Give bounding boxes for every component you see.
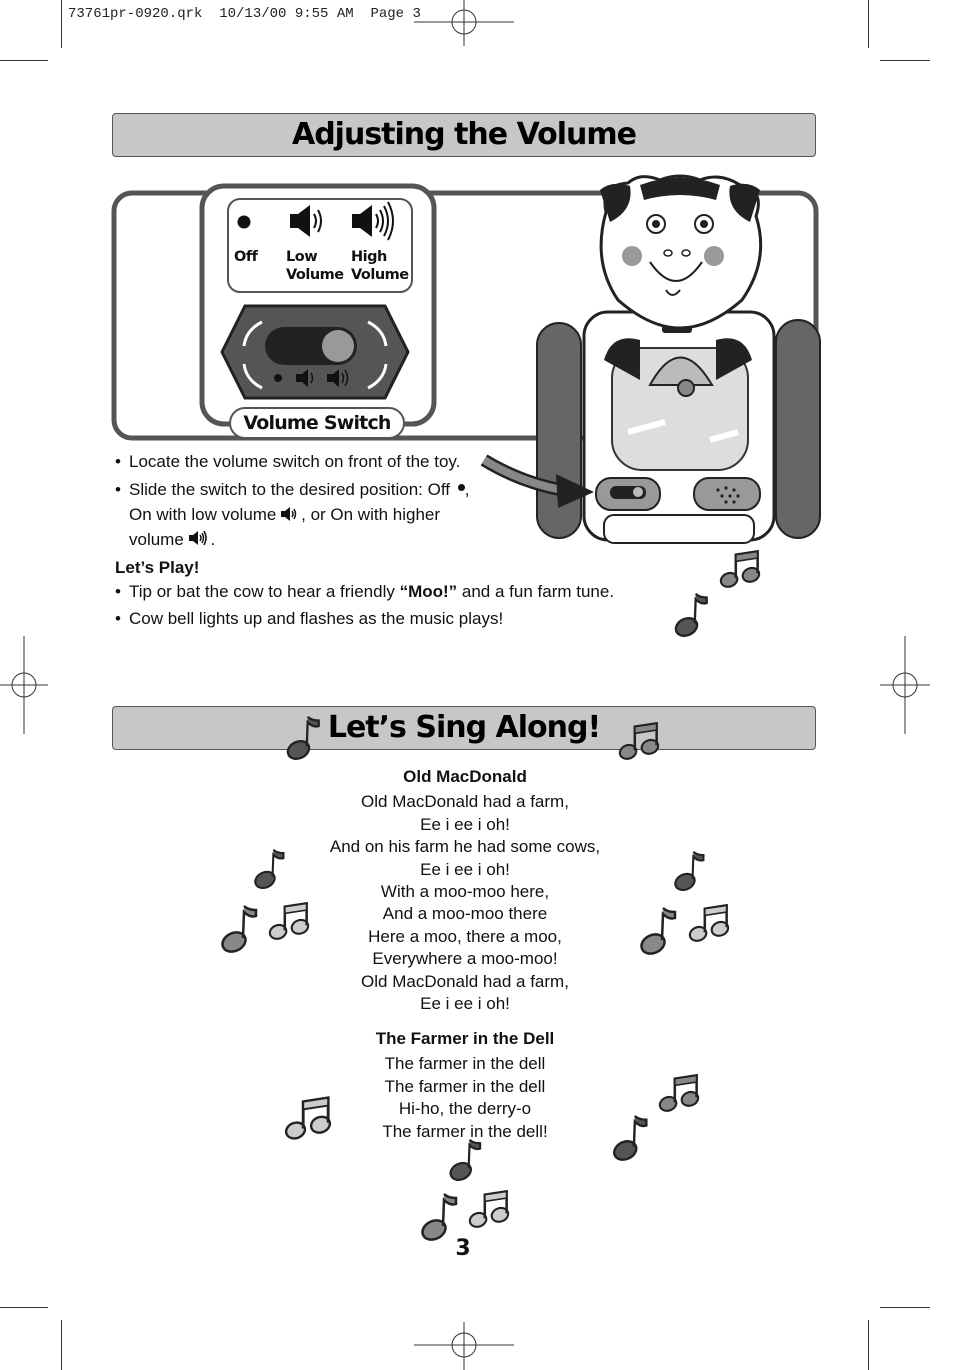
play-item [115,580,675,604]
volume-switch [222,306,408,398]
music-note-icon [717,548,763,590]
music-note-icon [656,1072,702,1114]
label-off: Off [234,249,258,265]
song-line: And on his farm he had some cows, [329,837,601,857]
off-dot-icon [238,216,251,229]
music-note-icon [466,1188,512,1230]
moo-text: “Moo!” [399,582,458,601]
song-line: The farmer in the dell [384,1054,546,1074]
high-volume-icon [189,530,211,546]
lets-play-title: Let’s Play! [115,558,200,577]
label-high-line2: Volume [351,267,409,283]
instruction-text: , or On with higher [301,505,441,524]
music-note-icon [616,720,662,762]
music-note-icon [672,850,708,892]
music-note-icon [686,902,732,944]
instruction-text: Slide the switch to the desired position: Off [129,480,450,499]
song-title: Old MacDonald [403,767,527,786]
music-note-icon [418,1192,462,1242]
song-line: Old MacDonald had a farm, [361,792,569,812]
music-note-icon [610,1114,652,1162]
music-note-icon [252,848,288,890]
page-number: 3 [455,1236,471,1261]
off-dot-icon [458,484,465,491]
music-note-icon [672,592,712,638]
song-line: Ee i ee i oh! [420,814,510,834]
instruction-item: • Slide the switch to the desired position: Off , On with low volume , or On with higher volume . [115,477,515,552]
music-note-icon [284,715,324,761]
switch-knob [322,330,354,362]
song-line: Ee i ee i oh! [420,994,510,1014]
label-low-line1: Low [286,249,318,265]
label-low [286,248,344,284]
song-old-macdonald [250,766,680,1015]
play-text: Tip or bat the cow to hear a friendly [129,582,400,601]
instruction-item [115,449,515,474]
music-note-icon [218,904,262,954]
play-item [115,607,675,631]
song-line: Everywhere a moo-moo! [372,949,558,969]
music-note-icon [448,1138,484,1182]
label-high [351,248,409,284]
lets-play-list [115,580,675,634]
file-slug: 73761pr-0920.qrk 10/13/00 9:55 AM Page 3 [68,6,421,22]
instruction-text: Locate the volume switch on front of the toy. [129,452,461,471]
song-line: Here a moo, there a moo, [368,926,562,946]
song-title: The Farmer in the Dell [375,1029,555,1048]
volume-switch-label: Volume Switch [229,407,405,439]
instruction-text: On with low volume [129,505,277,524]
song-line: Old MacDonald had a farm, [361,971,569,991]
music-note-icon [266,900,312,942]
song-line: With a moo-moo here, [380,882,550,902]
song-line: The farmer in the dell! [382,1121,548,1141]
music-note-icon [637,906,681,956]
section-banner-sing [112,706,816,750]
play-text: Cow bell lights up and flashes as the music plays! [129,609,504,628]
song-line: Ee i ee i oh! [420,859,510,879]
low-volume-icon [281,507,301,521]
music-note-icon [282,1094,334,1142]
instruction-text: volume [129,530,184,549]
song-line: Hi-ho, the derry-o [398,1099,532,1119]
label-low-line2: Volume [286,267,344,283]
label-high-line1: High [351,249,387,265]
play-text: and a fun farm tune. [457,582,615,601]
section-title-volume: Adjusting the Volume [291,117,636,152]
volume-instructions [115,449,515,555]
song-line: And a moo-moo there [382,904,548,924]
section-title-sing: Let’s Sing Along! [327,710,601,745]
song-line: The farmer in the dell [384,1076,546,1096]
